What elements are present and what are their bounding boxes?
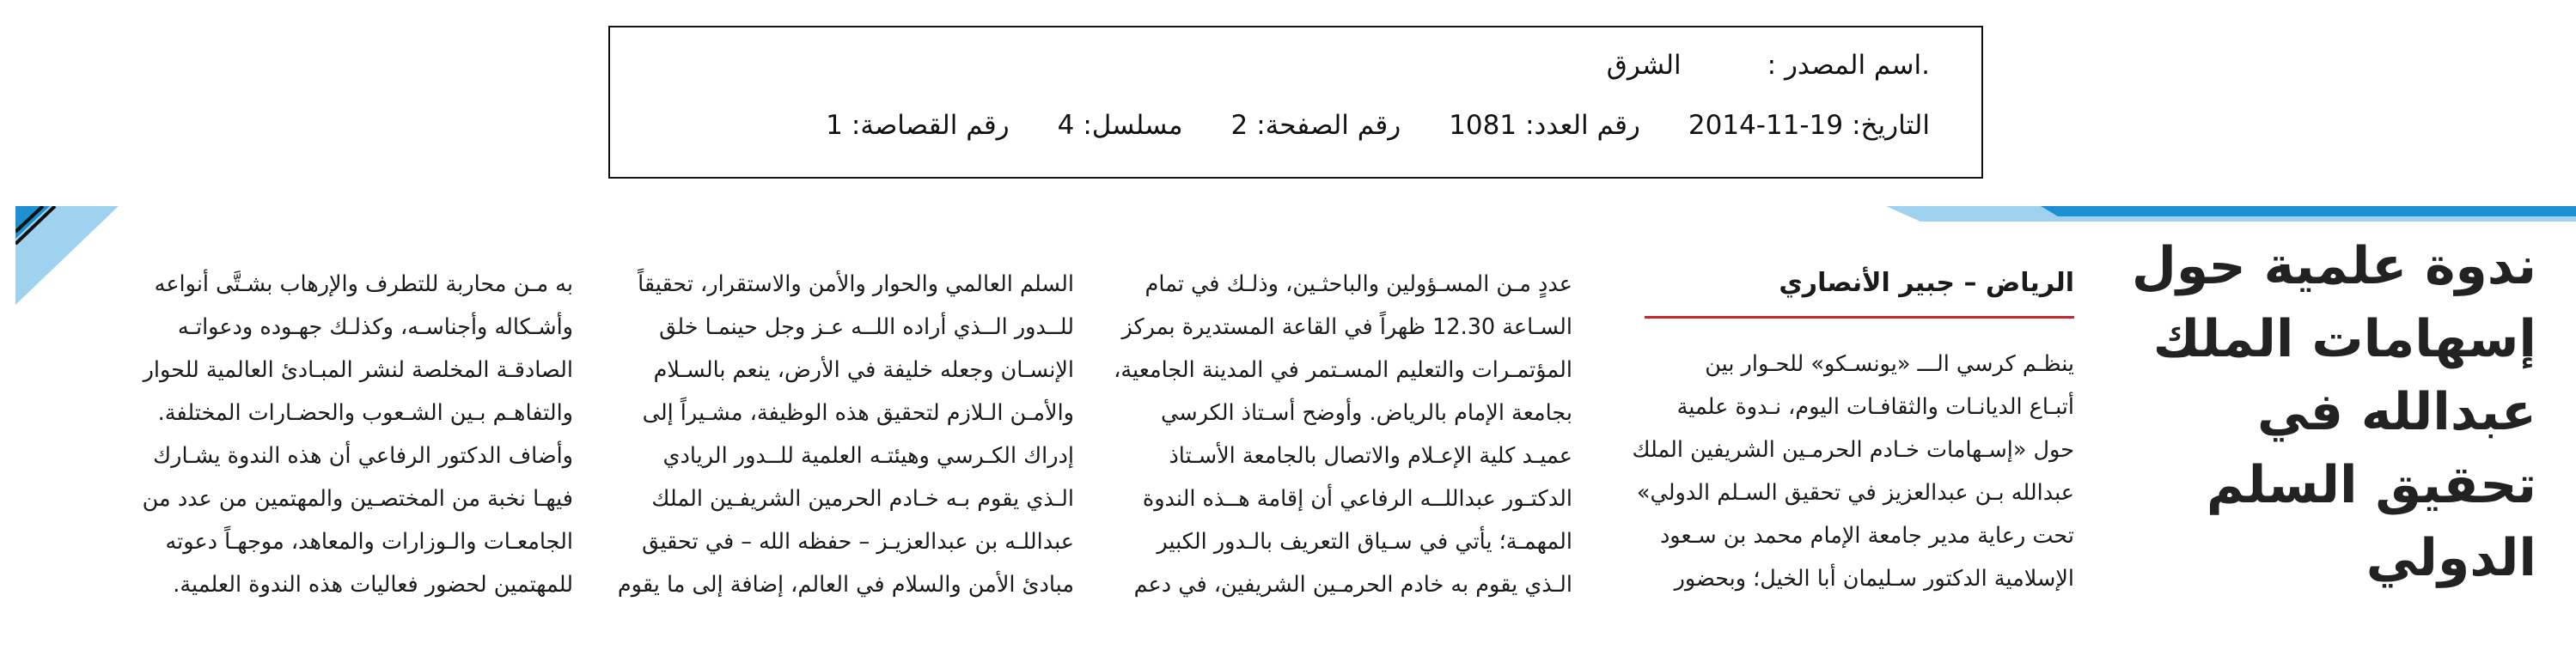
headline-line: إسهامات الملك: [2152, 309, 2536, 369]
clip-value: 1: [826, 110, 843, 141]
byline-rule: [1645, 316, 2074, 319]
column-line: عددٍ مـن المسـؤولين والباحثـين، وذلـك في تمام: [1145, 271, 1572, 297]
column-line: وأشـكاله وأجناسـه، وكذلـك جهـوده ودعواتـه: [177, 314, 573, 340]
serial-value: 4: [1057, 110, 1075, 141]
headline-line: ندوة علمية حول: [2131, 236, 2536, 296]
column-line: تحت رعاية مدير جامعة الإمام محمد بن سـعود: [1659, 523, 2074, 549]
column-line: الصادقـة المخلصة لنشر المبـادئ العالمية للحوار: [143, 357, 573, 383]
article-column-2: [1114, 263, 1572, 606]
column-line: مبادئ الأمن والسلام في العالم، إضافة إلى ما يقوم: [617, 572, 1074, 598]
issue-label: رقم العدد:: [1525, 110, 1640, 141]
column-line: السـاعة 12.30 ظهراً في القاعة المستديرة بمركز: [1121, 314, 1572, 340]
column-line: المهمـة؛ يأتي في سـياق التعريف بالـدور الكبير: [1157, 529, 1572, 555]
column-line: فيهـا نخبة من المختصـين والمهتمين من عدد من: [142, 486, 573, 512]
column-line: وأضاف الدكتور الرفاعي أن هذه الندوة يشـارك: [153, 443, 573, 469]
column-line: للــدور الــذي أراده اللــه عـز وجل حينمـا خلق: [659, 314, 1074, 340]
column-line: الجامعـات والـوزارات والمعاهد، موجهـاً دعوته: [165, 529, 573, 555]
column-line: السلم العالمي والحوار والأمن والاستقرار، تحقيقاً: [638, 271, 1074, 297]
article-byline: الرياض – جبير الأنصاري: [1779, 268, 2074, 298]
article-column-4: [96, 263, 573, 606]
page-label: رقم الصفحة:: [1256, 110, 1401, 141]
column-line: عبداللـه بن عبدالعزيـز – حفظه الله – في تحقيق: [642, 529, 1074, 555]
issue-value: 1081: [1449, 110, 1517, 141]
column-line: عبدالله بـن عبدالعزيز في تحقيق السـلم الدولي»: [1636, 480, 2074, 506]
details-line: [778, 110, 1930, 141]
article-headline: [2131, 230, 2536, 595]
column-line: الـذي يقوم بـه خـادم الحرمين الشريفـين الملك: [651, 486, 1074, 512]
decorative-band-right: [1886, 206, 2576, 222]
column-line: إدراك الكـرسي وهيئتـه العلمية للــدور الريادي: [662, 443, 1074, 469]
source-line: [1559, 50, 1930, 81]
column-line: الإسلامية الدكتور سـليمان أبا الخيل؛ وبحضور: [1674, 566, 2074, 592]
source-value: الشرق: [1606, 50, 1682, 81]
column-line: بجامعة الإمام بالرياض. وأوضح أسـتاذ الكرسي: [1160, 400, 1572, 426]
headline-line: تحقيق السلم: [2206, 455, 2536, 515]
clip-label: رقم القصاصة:: [851, 110, 1010, 141]
page-value: 2: [1230, 110, 1248, 141]
column-line: به مـن محاربة للتطرف والإرهاب بشـتَّى أنواعه: [154, 271, 573, 297]
serial-label: مسلسل:: [1083, 110, 1183, 141]
column-line: الـذي يقوم به خادم الحرمـين الشريفين، في دعم: [1133, 572, 1572, 598]
article-column-3: [593, 263, 1074, 606]
column-line: الإنسـان وجعله خليفة في الأرض، ينعم بالسـلام: [653, 357, 1074, 383]
article-column-1: [1610, 263, 2074, 600]
source-label: .اسم المصدر :: [1767, 50, 1930, 81]
column-line: الدكتـور عبداللــه الرفاعي أن إقامة هــذه الندوة: [1142, 486, 1572, 512]
headline-line: عبدالله في: [2257, 382, 2536, 442]
column-line: أتبـاع الديانـات والثقافـات اليوم، نـدوة علمية: [1676, 394, 2074, 420]
headline-line: الدولي: [2365, 528, 2536, 588]
date-label: التاريخ:: [1852, 110, 1930, 141]
column-line: والتفاهـم بـين الشـعوب والحضـارات المختلفة.: [157, 400, 573, 426]
column-line: والأمـن الـلازم لتحقيق هذه الوظيفة، مشـيراً إلى: [642, 400, 1074, 426]
source-info-box: [608, 26, 1983, 179]
column-line: المؤتمـرات والتعليم المسـتمر في المدينة الجامعية،: [1114, 357, 1572, 383]
column-line: للمهتمين لحضور فعاليات هذه الندوة العلمية.: [173, 572, 573, 598]
column-line: ينظـم كرسي الـــ «يونسـكو» للحـوار بين: [1705, 351, 2074, 377]
column-line: عميـد كلية الإعـلام والاتصال بالجامعة الأسـتاذ: [1169, 443, 1572, 469]
date-value: 2014-11-19: [1688, 110, 1844, 141]
column-line: حول «إسـهامات خـادم الحرمـين الشريفين الملك: [1632, 437, 2074, 463]
